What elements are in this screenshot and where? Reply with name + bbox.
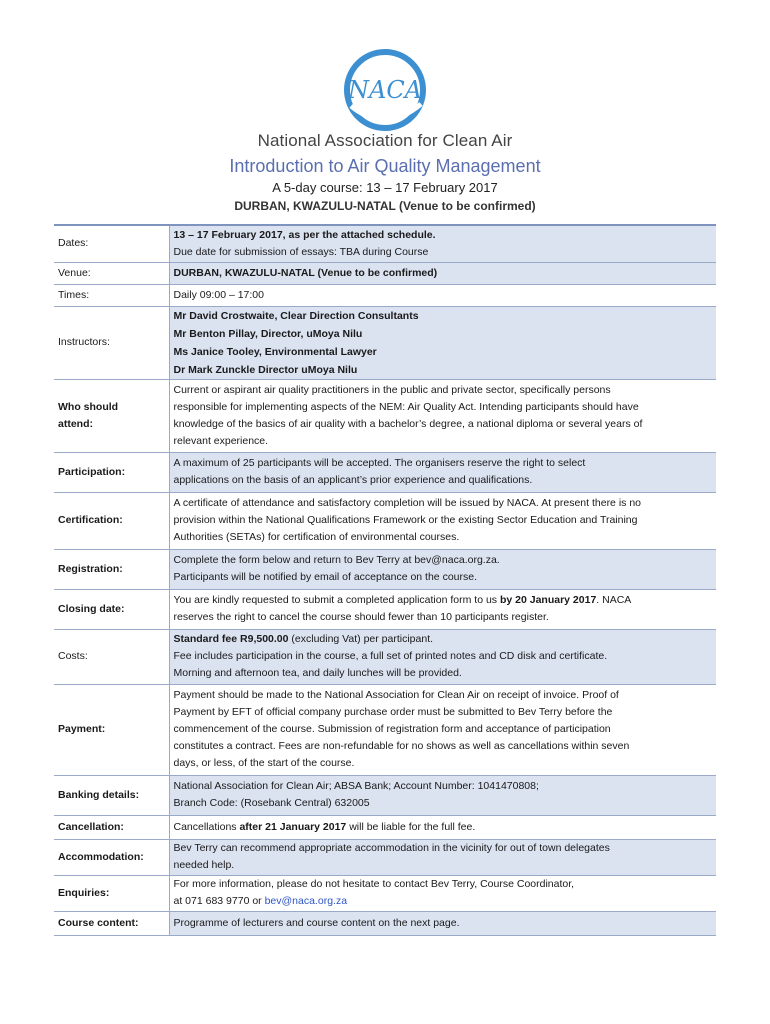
row-label: Enquiries:	[54, 875, 169, 911]
row-content	[169, 839, 716, 875]
row-content	[169, 775, 716, 815]
row-content: Programme of lecturers and course content on the next page.	[169, 911, 716, 935]
row-label: Participation:	[54, 452, 169, 492]
text-line	[174, 592, 713, 609]
row-registration	[54, 549, 716, 589]
row-banking-details	[54, 775, 716, 815]
text-line: relevant experience.	[173, 434, 269, 447]
row-label: Certification:	[54, 492, 169, 549]
text-line: For more information, please do not hesitate to contact Bev Terry, Course Coordinator,	[173, 878, 575, 890]
text-line: reserves the right to cancel the course should fewer than 10 participants register.	[173, 611, 549, 623]
course-info-table	[54, 224, 716, 936]
naca-logo	[0, 46, 770, 136]
text-line: Payment by EFT of official company purchase order must be submitted to Bev Terry before the	[173, 706, 613, 718]
text-line: National Association for Clean Air; ABSA Bank; Account Number: 1041470808;	[173, 780, 539, 792]
row-content	[169, 549, 716, 589]
row-label: Banking details:	[54, 775, 169, 815]
row-cancellation	[54, 815, 716, 839]
venue-line: DURBAN, KWAZULU-NATAL (Venue to be confirmed)	[234, 199, 536, 213]
row-label: Venue:	[54, 262, 169, 284]
essay-due-line: Due date for submission of essays: TBA during Course	[173, 245, 429, 258]
organisation-name: National Association for Clean Air	[257, 131, 513, 150]
row-instructors	[54, 306, 716, 379]
svg-text:NACA: NACA	[347, 76, 423, 104]
row-payment	[54, 684, 716, 775]
text-line: Participants will be notified by email of acceptance on the course.	[173, 571, 478, 583]
text-line: knowledge of the basics of air quality with a bachelor’s degree, a national diploma or several years of	[173, 417, 643, 430]
instructor: Ms Janice Tooley, Environmental Lawyer	[173, 345, 377, 358]
row-who-should-attend	[54, 379, 716, 452]
text-line: commencement of the course. Submission of registration form and acceptance of participation	[173, 723, 611, 735]
text-line: applications on the basis of an applicant’s prior experience and qualifications.	[173, 474, 533, 486]
instructor: Mr Benton Pillay, Director, uMoya Nilu	[173, 327, 363, 340]
text-line: days, or less, of the start of the course.	[173, 757, 355, 769]
text-line: Authorities (SETAs) for certification of environmental courses.	[173, 531, 460, 543]
text-part: You are kindly requested to submit a completed application form to us	[173, 594, 500, 606]
row-dates	[54, 225, 716, 262]
text-line: Current or aspirant air quality practitioners in the public and private sector, specifically persons	[173, 383, 611, 396]
text-line: provision within the National Qualifications Framework or the existing Sector Education and Training	[173, 514, 638, 526]
email-link[interactable]: bev@naca.org.za	[264, 895, 348, 907]
text-line: Fee includes participation in the course, a full set of printed notes and CD disk and certificate.	[173, 650, 608, 662]
row-enquiries	[54, 875, 716, 911]
text-line: constitutes a contract. Fees are non-refundable for no shows as well as cancellations within seven	[173, 740, 630, 752]
row-content	[169, 629, 716, 684]
row-accommodation	[54, 839, 716, 875]
text-line: Bev Terry can recommend appropriate accommodation in the vicinity for out of town delegates	[173, 842, 610, 854]
row-participation	[54, 452, 716, 492]
row-times	[54, 284, 716, 306]
row-content	[169, 379, 716, 452]
text-part: will be liable for the full fee.	[346, 820, 476, 833]
text-line: Morning and afternoon tea, and daily lunches will be provided.	[173, 667, 462, 679]
label-line: attend:	[58, 417, 93, 430]
text-part: (excluding Vat) per participant.	[288, 633, 434, 645]
row-certification	[54, 492, 716, 549]
row-label: Accommodation:	[54, 839, 169, 875]
text-part: . NACA	[596, 594, 632, 606]
row-content	[169, 875, 716, 911]
text-line: responsible for implementing aspects of the NEM: Air Quality Act. Intending participants should have	[173, 400, 639, 413]
row-content: Daily 09:00 – 17:00	[169, 284, 716, 306]
row-label: Registration:	[54, 549, 169, 589]
row-content	[169, 589, 716, 629]
course-subtitle: A 5-day course: 13 – 17 February 2017	[272, 180, 498, 195]
row-closing-date	[54, 589, 716, 629]
instructor: Mr David Crostwaite, Clear Direction Consultants	[173, 309, 419, 322]
row-label: Times:	[54, 284, 169, 306]
course-title: Introduction to Air Quality Management	[229, 156, 541, 176]
row-label	[54, 379, 169, 452]
row-label: Dates:	[54, 225, 169, 262]
row-course-content	[54, 911, 716, 935]
row-label: Closing date:	[54, 589, 169, 629]
row-content: DURBAN, KWAZULU-NATAL (Venue to be confirmed)	[169, 262, 716, 284]
text-line	[174, 893, 713, 910]
row-content	[169, 492, 716, 549]
naca-logo-icon	[333, 46, 437, 136]
row-content	[169, 684, 716, 775]
text-line: A certificate of attendance and satisfactory completion will be issued by NACA. At present there is no	[173, 497, 641, 509]
text-line: Payment should be made to the National Association for Clean Air on receipt of invoice. Proof of	[173, 689, 619, 701]
text-line: Branch Code: (Rosebank Central) 632005	[173, 797, 370, 809]
text-line	[174, 631, 713, 648]
dates-line: 13 – 17 February 2017, as per the attached schedule.	[173, 228, 436, 241]
label-line: Who should	[58, 400, 119, 413]
row-costs	[54, 629, 716, 684]
instructor: Dr Mark Zunckle Director uMoya Nilu	[173, 363, 358, 376]
text-part: at 071 683 9770 or	[173, 895, 265, 907]
closing-date-value: by 20 January 2017	[499, 594, 597, 606]
text-part: Cancellations	[173, 820, 240, 833]
text-line: needed help.	[173, 859, 235, 871]
row-label: Instructors:	[54, 306, 169, 379]
row-label: Costs:	[54, 629, 169, 684]
row-content	[169, 452, 716, 492]
row-label: Course content:	[54, 911, 169, 935]
row-venue	[54, 262, 716, 284]
row-content	[169, 225, 716, 262]
row-label: Payment:	[54, 684, 169, 775]
row-content	[169, 306, 716, 379]
text-line: A maximum of 25 participants will be accepted. The organisers reserve the right to select	[173, 457, 586, 469]
row-label: Cancellation:	[54, 815, 169, 839]
cancellation-date: after 21 January 2017	[239, 820, 347, 833]
standard-fee: Standard fee R9,500.00	[173, 633, 289, 645]
text-line: Complete the form below and return to Bev Terry at bev@naca.org.za.	[173, 554, 500, 566]
row-content	[169, 815, 716, 839]
